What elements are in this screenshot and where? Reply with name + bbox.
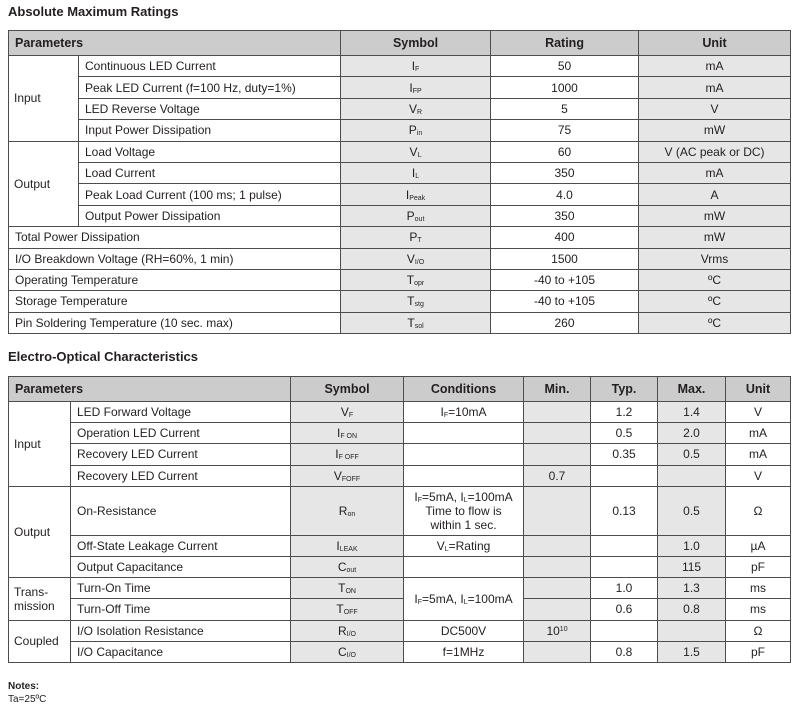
symbol-cell: $P_{out}$ [341,205,491,226]
param-cell: Pin Soldering Temperature (10 sec. max) [9,312,341,333]
unit-cell: ms [726,578,791,599]
typ-cell [591,556,658,577]
param-cell: Input Power Dissipation [79,120,341,141]
typ-cell: 0.5 [591,423,658,444]
table-header-row [9,377,791,402]
rating-cell: 350 [491,205,639,226]
max-cell: 0.5 [658,444,726,465]
unit-cell: A [639,184,791,205]
unit-cell: Ω [726,620,791,641]
table-row [9,465,791,486]
typ-cell: 1.2 [591,402,658,423]
unit-cell: ºC [639,312,791,333]
param-cell: I/O Capacitance [71,641,291,662]
param-cell: On-Resistance [71,486,291,535]
symbol-cell: $P_T$ [341,227,491,248]
min-cell [524,641,591,662]
symbol-cell: $V_F$ [291,402,404,423]
typ-cell: 0.13 [591,486,658,535]
symbol-cell: $T_{OFF}$ [291,599,404,620]
group-label-output: Output [9,486,71,577]
rating-cell: 5 [491,98,639,119]
symbol-cell: $I_{FP}$ [341,77,491,98]
conditions-cell: DC500V [404,620,524,641]
max-cell: 1.4 [658,402,726,423]
unit-cell: Ω [726,486,791,535]
symbol-cell: $I_{Peak}$ [341,184,491,205]
table-row [9,535,791,556]
table-row [9,486,791,535]
symbol-cell: $P_{in}$ [341,120,491,141]
unit-cell: mA [639,77,791,98]
symbol-cell: $T_{stg}$ [341,291,491,312]
conditions-cell [404,556,524,577]
unit-cell: Vrms [639,248,791,269]
unit-cell: mA [639,56,791,77]
table-row [9,312,791,333]
typ-cell: 0.35 [591,444,658,465]
unit-cell: mA [639,162,791,183]
rating-cell: 75 [491,120,639,141]
table-row [9,641,791,662]
rating-cell: 400 [491,227,639,248]
min-cell [524,402,591,423]
max-cell: 1.0 [658,535,726,556]
table-row [9,184,791,205]
symbol-cell: $R_{on}$ [291,486,404,535]
param-cell: Output Power Dissipation [79,205,341,226]
electro-optical-characteristics-table [8,376,791,663]
table-row [9,248,791,269]
header-symbol: Symbol [341,31,491,56]
absolute-maximum-ratings-title: Absolute Maximum Ratings [8,4,179,19]
notes-line: Ta=25ºC [8,694,47,705]
symbol-cell: $I_{LEAK}$ [291,535,404,556]
param-cell: I/O Breakdown Voltage (RH=60%, 1 min) [9,248,341,269]
unit-cell: mW [639,120,791,141]
symbol-cell: $I_{F ON}$ [291,423,404,444]
header-rating: Rating [491,31,639,56]
unit-cell: µA [726,535,791,556]
symbol-cell: $T_{sol}$ [341,312,491,333]
table-row [9,556,791,577]
param-cell: Output Capacitance [71,556,291,577]
param-cell: Turn-Off Time [71,599,291,620]
min-cell [524,486,591,535]
header-parameters: Parameters [9,377,291,402]
param-cell: Turn-On Time [71,578,291,599]
table-row [9,269,791,290]
notes [8,680,46,706]
absolute-maximum-ratings-table [8,30,791,334]
conditions-cell: $I_F=5mA$, $I_L=100mA$ Time to flow is within 1 sec. [404,486,524,535]
header-parameters: Parameters [9,31,341,56]
min-cell: 0.7 [524,465,591,486]
symbol-cell: $T_{opr}$ [341,269,491,290]
table-row [9,162,791,183]
group-label-output: Output [9,141,79,227]
conditions-cell [404,444,524,465]
table-row [9,98,791,119]
unit-cell: mA [726,423,791,444]
max-cell: 0.8 [658,599,726,620]
symbol-cell: $R_{I/O}$ [291,620,404,641]
param-cell: Recovery LED Current [71,465,291,486]
min-cell [524,535,591,556]
symbol-cell: $T_{ON}$ [291,578,404,599]
table-row [9,227,791,248]
symbol-cell: $I_F$ [341,56,491,77]
unit-cell: mW [639,227,791,248]
param-cell: Load Current [79,162,341,183]
param-cell: Off-State Leakage Current [71,535,291,556]
rating-cell: 50 [491,56,639,77]
min-cell [524,556,591,577]
unit-cell: V (AC peak or DC) [639,141,791,162]
max-cell: 2.0 [658,423,726,444]
conditions-cell: $I_F=5mA$, $I_L=100mA$ [404,578,524,620]
unit-cell: mW [639,205,791,226]
symbol-cell: $C_{out}$ [291,556,404,577]
electro-optical-characteristics-title: Electro-Optical Characteristics [8,349,199,364]
conditions-cell: f=1MHz [404,641,524,662]
param-cell: Continuous LED Current [79,56,341,77]
table-header-row [9,31,791,56]
symbol-cell: $I_L$ [341,162,491,183]
symbol-cell: $V_{FOFF}$ [291,465,404,486]
rating-cell: 260 [491,312,639,333]
symbol-cell: $V_R$ [341,98,491,119]
table-row [9,291,791,312]
min-cell [524,444,591,465]
header-unit: Unit [726,377,791,402]
table-row [9,141,791,162]
table-row [9,444,791,465]
symbol-cell: $I_{F OFF}$ [291,444,404,465]
typ-cell: 1.0 [591,578,658,599]
table-row [9,120,791,141]
notes-label: Notes: [8,681,40,692]
rating-cell: 1500 [491,248,639,269]
table-row [9,205,791,226]
group-label-input: Input [9,56,79,142]
unit-cell: V [726,465,791,486]
unit-cell: pF [726,641,791,662]
param-cell: Total Power Dissipation [9,227,341,248]
conditions-cell [404,465,524,486]
unit-cell: V [639,98,791,119]
max-cell: 0.5 [658,486,726,535]
param-cell: Storage Temperature [9,291,341,312]
rating-cell: 350 [491,162,639,183]
header-symbol: Symbol [291,377,404,402]
header-max: Max. [658,377,726,402]
min-cell: $10^{10}$ [524,620,591,641]
group-label-input: Input [9,402,71,487]
rating-cell: 1000 [491,77,639,98]
param-cell: Peak Load Current (100 ms; 1 pulse) [79,184,341,205]
group-label-transmission: Trans- mission [9,578,71,620]
max-cell [658,620,726,641]
param-cell: Recovery LED Current [71,444,291,465]
rating-cell: 60 [491,141,639,162]
max-cell: 1.3 [658,578,726,599]
conditions-cell [404,423,524,444]
typ-cell: 0.6 [591,599,658,620]
table-row [9,599,791,620]
typ-cell [591,620,658,641]
unit-cell: mA [726,444,791,465]
table-row [9,77,791,98]
param-cell: LED Reverse Voltage [79,98,341,119]
rating-cell: 4.0 [491,184,639,205]
min-cell [524,599,591,620]
max-cell: 115 [658,556,726,577]
symbol-cell: $V_{I/O}$ [341,248,491,269]
typ-cell: 0.8 [591,641,658,662]
header-typ: Typ. [591,377,658,402]
table-row [9,402,791,423]
rating-cell: -40 to +105 [491,291,639,312]
typ-cell [591,535,658,556]
param-cell: Operation LED Current [71,423,291,444]
header-conditions: Conditions [404,377,524,402]
unit-cell: ºC [639,291,791,312]
conditions-cell: $V_L=Rating$ [404,535,524,556]
group-label-coupled: Coupled [9,620,71,662]
max-cell: 1.5 [658,641,726,662]
param-cell: LED Forward Voltage [71,402,291,423]
min-cell [524,578,591,599]
header-min: Min. [524,377,591,402]
table-row [9,578,791,599]
param-cell: Load Voltage [79,141,341,162]
unit-cell: pF [726,556,791,577]
symbol-cell: $V_L$ [341,141,491,162]
unit-cell: V [726,402,791,423]
table-row [9,620,791,641]
param-cell: Peak LED Current (f=100 Hz, duty=1%) [79,77,341,98]
unit-cell: ºC [639,269,791,290]
typ-cell [591,465,658,486]
conditions-cell: $I_F=10mA$ [404,402,524,423]
param-cell: Operating Temperature [9,269,341,290]
table-row [9,423,791,444]
unit-cell: ms [726,599,791,620]
param-cell: I/O Isolation Resistance [71,620,291,641]
min-cell [524,423,591,444]
symbol-cell: $C_{I/O}$ [291,641,404,662]
max-cell [658,465,726,486]
rating-cell: -40 to +105 [491,269,639,290]
header-unit: Unit [639,31,791,56]
table-row [9,56,791,77]
